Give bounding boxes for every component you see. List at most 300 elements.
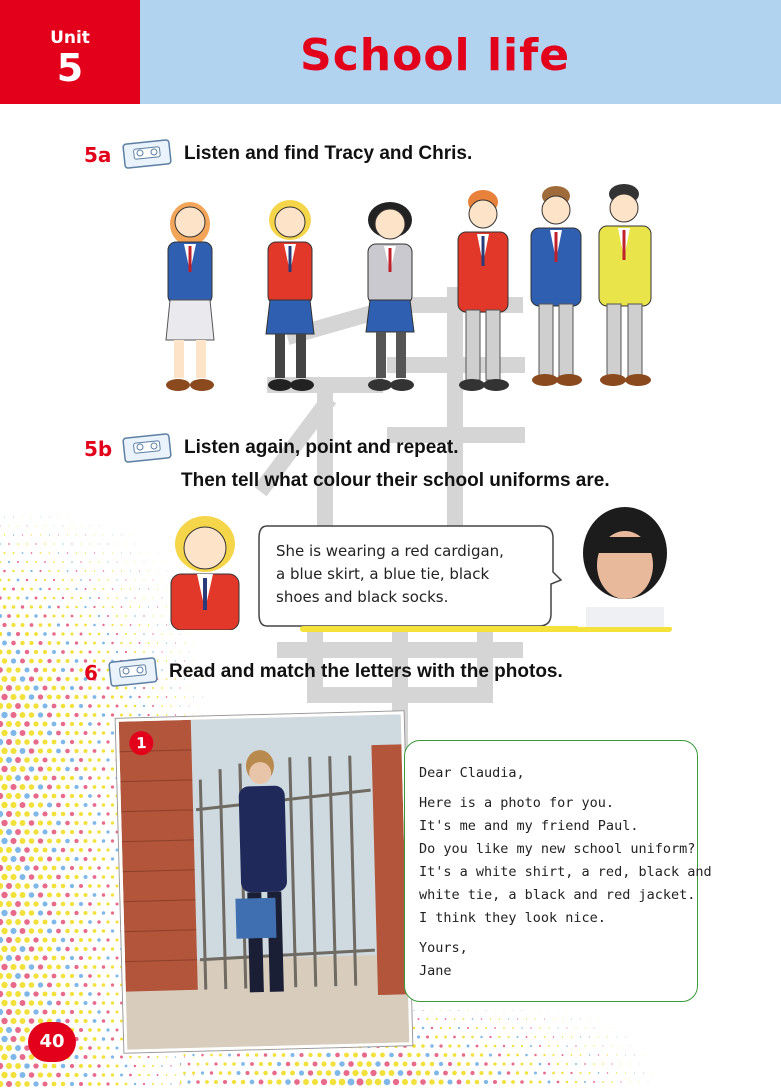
halftone-dot [453,1053,457,1057]
halftone-dot [65,857,70,862]
halftone-dot [210,1054,213,1057]
halftone-dot [63,526,64,527]
speech-line: a blue skirt, a blue tie, black [276,565,490,583]
halftone-dot [20,1036,26,1042]
halftone-dot [10,910,16,916]
halftone-dot [98,597,100,599]
halftone-dot [384,1079,391,1086]
halftone-dot [6,1009,12,1015]
halftone-dot [138,1074,140,1076]
halftone-dot [543,1072,546,1075]
halftone-dot [52,632,55,635]
halftone-dot [530,1063,533,1066]
halftone-dot [575,1027,576,1028]
halftone-dot [24,991,30,997]
halftone-dot [521,1063,524,1066]
halftone-dot [85,552,86,553]
halftone-dot [61,722,66,727]
halftone-dot [0,793,3,799]
halftone-dot [38,856,43,861]
halftone-dot [507,1036,509,1038]
halftone-dot [102,929,106,933]
halftone-dot [254,1071,258,1075]
halftone-dot [125,1083,128,1086]
halftone-dot [1,910,7,916]
halftone-dot [106,902,109,905]
halftone-dot [228,1054,231,1057]
halftone-dot [44,579,46,581]
letter-body-line: Do you like my new school uniform? [419,841,696,857]
halftone-dot [166,1056,168,1058]
halftone-dot [102,947,106,951]
halftone-dot [97,830,101,834]
halftone-dot [56,749,61,754]
halftone-dot [494,1045,497,1048]
halftone-dot [6,847,12,853]
halftone-dot [180,1063,181,1066]
halftone-dot [39,588,42,591]
halftone-dot [29,712,35,718]
halftone-dot [214,1080,218,1084]
halftone-dot [44,561,46,563]
halftone-dot [38,641,42,645]
halftone-dot [6,1063,12,1069]
halftone-dot [111,839,114,842]
halftone-dot [102,1037,106,1041]
halftone-dot [0,829,3,835]
halftone-dot [102,1019,106,1023]
halftone-dot [88,1082,92,1086]
halftone-dot [15,847,21,853]
halftone-dot [71,543,72,544]
halftone-dot [93,893,97,897]
halftone-dot [184,696,185,697]
halftone-dot [147,1056,149,1058]
halftone-dot [634,1072,635,1073]
halftone-dot [0,543,1,545]
halftone-dot [157,589,158,590]
halftone-dot [121,606,123,608]
halftone-dot [88,956,92,960]
halftone-dot [20,658,25,663]
halftone-dot [88,974,92,978]
halftone-dot [20,1072,26,1078]
halftone-dot [61,1064,66,1069]
halftone-dot [616,1072,617,1073]
halftone-dot [29,964,35,970]
halftone-dot [0,847,3,853]
halftone-dot [607,1072,609,1074]
halftone-dot [589,1036,590,1037]
halftone-dot [2,658,7,663]
halftone-dot [494,1010,495,1011]
halftone-dot [47,946,52,951]
halftone-dot [462,1053,466,1057]
halftone-dot [116,903,119,906]
halftone-dot [138,1056,140,1058]
halftone-dot [161,687,163,689]
halftone-dot [13,534,14,535]
halftone-dot [157,1056,159,1058]
halftone-dot [70,776,74,780]
halftone-dot [12,605,16,609]
halftone-dot [38,1000,43,1005]
halftone-dot [10,820,16,826]
halftone-dot [384,1061,389,1066]
halftone-dot [33,1063,38,1068]
halftone-dot [15,883,21,889]
halftone-dot [557,1063,559,1065]
halftone-dot [79,776,83,780]
halftone-dot [56,767,61,772]
halftone-dot [40,552,42,554]
halftone-dot [15,901,21,907]
halftone-dot [88,812,92,816]
halftone-dot [15,793,21,799]
halftone-dot [282,1053,286,1057]
halftone-dot [493,1080,497,1084]
halftone-dot [1,928,7,934]
halftone-dot [421,1044,425,1048]
halftone-dot [348,1061,354,1067]
halftone-dot [157,624,158,625]
halftone-dot [111,965,114,968]
halftone-dot [102,767,106,771]
halftone-dot [413,1010,415,1011]
halftone-dot [56,1001,61,1006]
halftone-dot [516,1071,519,1074]
halftone-dot [120,714,123,717]
halftone-dot [201,1054,204,1057]
halftone-dot [58,552,60,554]
halftone-dot [38,892,43,897]
halftone-dot [30,605,33,608]
halftone-dot [107,597,109,599]
halftone-dot [166,678,168,680]
halftone-dot [33,703,38,708]
halftone-dot [58,534,59,535]
halftone-dot [11,641,16,646]
halftone-dot [79,920,83,924]
halftone-dot [116,633,118,635]
halftone-dot [0,739,3,745]
halftone-dot [70,650,73,653]
halftone-dot [40,534,41,535]
halftone-dot [648,1082,649,1083]
halftone-dot [192,1071,195,1074]
halftone-dot [264,1053,268,1057]
halftone-dot [42,991,47,996]
halftone-dot [210,1071,213,1074]
halftone-dot [1,766,7,772]
halftone-dot [335,1053,340,1058]
halftone-dot [33,955,38,960]
halftone-dot [47,659,51,663]
halftone-dot [7,614,11,618]
halftone-dot [507,1071,511,1075]
halftone-dot [57,606,60,609]
halftone-dot [47,730,52,735]
halftone-dot [175,714,176,715]
instruction-5a: Listen and find Tracy and Chris. [184,143,473,164]
halftone-dot [4,534,5,535]
halftone-dot [88,650,91,653]
halftone-dot [143,651,145,653]
halftone-dot [598,1036,599,1037]
halftone-dot [88,920,92,924]
halftone-dot [467,1010,468,1011]
halftone-dot [102,1055,106,1059]
halftone-dot [106,722,109,725]
halftone-dot [89,579,91,581]
halftone-dot [6,667,12,673]
halftone-dot [116,975,119,978]
halftone-dot [38,694,43,699]
halftone-dot [43,614,46,617]
halftone-dot [259,1062,263,1066]
halftone-dot [422,1010,423,1011]
halftone-dot [42,685,47,690]
halftone-dot [147,1074,149,1076]
halftone-dot [6,1045,12,1051]
halftone-dot [0,757,3,763]
halftone-dot [52,812,57,817]
halftone-dot [643,1073,644,1074]
halftone-dot [102,749,106,753]
halftone-dot [65,695,70,700]
halftone-dot [20,838,26,844]
halftone-dot [116,1029,119,1032]
halftone-dot [17,579,20,582]
halftone-dot [102,911,106,915]
halftone-dot [498,1036,500,1038]
halftone-dot [93,821,97,825]
halftone-dot [427,1018,429,1020]
halftone-dot [112,588,114,590]
halftone-dot [102,606,104,608]
halftone-dot [223,1080,227,1084]
halftone-dot [335,1070,341,1076]
halftone-dot [121,535,122,536]
halftone-dot [61,1010,66,1015]
halftone-dot [121,588,122,589]
halftone-dot [421,1062,426,1067]
halftone-dot [93,839,97,843]
halftone-dot [97,902,101,906]
girl-red-cardigan-illustration [165,512,245,630]
halftone-dot [42,1063,47,1068]
halftone-dot [58,517,59,518]
halftone-dot [44,597,47,600]
halftone-dot [157,696,159,698]
halftone-dot [20,784,26,790]
section-number-5b: 5b [84,437,113,461]
halftone-dot [516,1054,519,1057]
halftone-dot [0,685,3,691]
halftone-dot [52,1082,57,1087]
halftone-dot [153,562,154,563]
halftone-dot [7,632,11,636]
halftone-dot [412,1044,416,1048]
halftone-dot [76,535,77,536]
halftone-dot [33,847,38,852]
halftone-dot [102,875,106,879]
halftone-dot [166,1074,168,1076]
halftone-dot [584,1081,586,1083]
halftone-dot [0,614,2,618]
halftone-dot [79,956,83,960]
halftone-dot [1,946,7,952]
halftone-dot [629,1081,630,1082]
halftone-dot [189,688,190,689]
halftone-dot [111,911,114,914]
halftone-dot [202,715,203,716]
halftone-dot [475,1080,480,1085]
halftone-dot [102,821,106,825]
halftone-dot [74,731,78,735]
halftone-dot [20,874,26,880]
halftone-dot [57,588,59,590]
halftone-dot [48,606,51,609]
halftone-dot [116,993,119,996]
halftone-dot [52,884,57,889]
halftone-dot [75,606,78,609]
halftone-dot [61,776,66,781]
halftone-dot [24,919,30,925]
halftone-dot [6,937,12,943]
halftone-dot [106,938,109,941]
halftone-dot [12,570,14,572]
halftone-dot [80,615,83,618]
halftone-dot [116,867,119,870]
halftone-dot [54,526,55,527]
speech-line: She is wearing a red cardigan, [276,542,504,560]
halftone-dot [201,1071,204,1074]
halftone-dot [571,1019,572,1020]
halftone-dot [1,694,7,700]
halftone-dot [407,1070,413,1076]
halftone-dot [313,1062,318,1067]
halftone-dot [71,561,73,563]
halftone-dot [417,1035,420,1038]
halftone-dot [74,839,78,843]
halftone-dot [65,1001,70,1006]
halftone-dot [548,1045,550,1047]
halftone-dot [85,570,87,572]
halftone-dot [134,651,136,653]
halftone-dot [312,1079,318,1085]
halftone-dot [512,1045,514,1047]
halftone-dot [598,1072,600,1074]
halftone-dot [49,534,50,535]
halftone-dot [250,1080,255,1085]
halftone-dot [29,874,35,880]
halftone-dot [56,659,60,663]
halftone-dot [97,920,101,924]
halftone-dot [330,1079,337,1086]
halftone-dot [162,580,163,581]
halftone-dot [42,955,47,960]
halftone-dot [566,1081,569,1084]
halftone-dot [304,1062,309,1067]
halftone-dot [245,1071,249,1075]
halftone-dot [8,543,10,545]
halftone-dot [80,597,82,599]
halftone-dot [52,848,57,853]
halftone-dot [42,937,47,942]
halftone-dot [15,955,21,961]
halftone-dot [326,1053,331,1058]
halftone-dot [643,1055,644,1056]
halftone-dot [26,543,28,545]
halftone-dot [612,1046,613,1047]
halftone-dot [47,802,52,807]
halftone-dot [65,911,70,916]
halftone-dot [393,1079,399,1085]
halftone-dot [10,766,16,772]
letter-closing: Yours, [419,940,468,956]
halftone-dot [65,893,70,898]
halftone-dot [440,1010,441,1011]
halftone-dot [102,893,106,897]
halftone-dot [116,885,119,888]
halftone-dot [97,812,101,816]
halftone-dot [33,829,38,834]
halftone-dot [130,624,132,626]
halftone-dot [93,695,97,699]
halftone-dot [65,731,70,736]
halftone-dot [42,721,47,726]
halftone-dot [125,579,126,580]
halftone-dot [29,838,35,844]
halftone-dot [294,1079,300,1085]
halftone-dot [170,705,171,706]
halftone-dot [205,1080,209,1084]
halftone-dot [170,687,171,688]
halftone-dot [38,1072,43,1077]
halftone-dot [102,803,106,807]
halftone-dot [6,793,12,799]
halftone-dot [1,964,7,970]
halftone-dot [453,1036,456,1039]
halftone-dot [250,1062,254,1066]
halftone-dot [6,757,12,763]
halftone-dot [0,955,3,961]
halftone-dot [157,553,158,554]
halftone-dot [10,712,16,718]
halftone-dot [299,1053,303,1057]
halftone-dot [548,1081,551,1084]
halftone-dot [593,1081,595,1083]
halftone-dot [485,1027,487,1029]
halftone-dot [139,606,140,607]
halftone-dot [616,1054,617,1055]
halftone-dot [71,579,73,581]
halftone-dot [157,642,159,644]
halftone-dot [61,758,66,763]
halftone-dot [512,1027,514,1029]
halftone-dot [58,570,60,572]
halftone-dot [88,1064,92,1068]
halftone-dot [44,543,45,544]
halftone-dot [521,1045,523,1047]
halftone-dot [26,579,29,582]
halftone-dot [544,1036,546,1038]
halftone-dot [130,606,132,608]
halftone-dot [189,706,190,707]
halftone-dot [10,784,16,790]
halftone-dot [106,740,109,743]
